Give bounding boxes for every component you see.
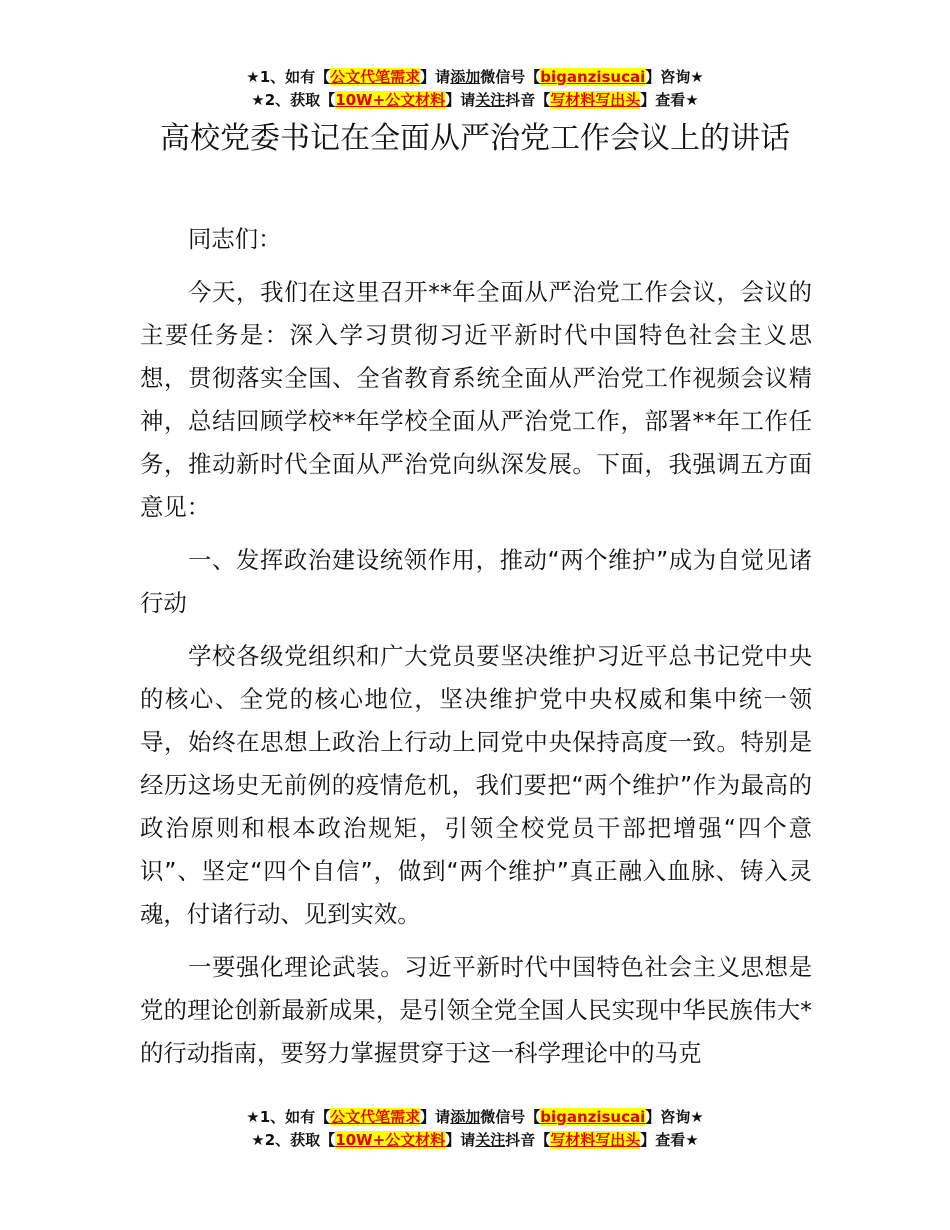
- highlight-douyin: 写材料写出头: [550, 91, 641, 109]
- paragraph-loyalty: 学校各级党组织和广大党员要坚决维护习近平总书记党中央的核心、全党的核心地位，坚决维护党中央权威和集中统一领导，始终在思想上政治上行动上同党中央保持高度一致。特别是经历这场史无前例的疫情危机，我们要把“两个维护”作为最高的政治原则和根本政治规矩，引领全校党员干部把增强“四个意识”、坚定“四个自信”，做到“两个维护”真正融入血脉、铸入灵魂，付诸行动、见到实效。: [140, 642, 812, 928]
- promo-line-2: ★2、获取【10W+公文材料】请关注抖音【写材料写出头】查看★: [251, 91, 699, 109]
- highlight-materials: 10W+公文材料: [335, 1131, 446, 1149]
- promo-banner-bottom: [0, 1106, 950, 1152]
- promo-line-1: ★1、如有【公文代笔需求】请添加微信号【biganzisucai】咨询★: [246, 68, 704, 86]
- highlight-douyin: 写材料写出头: [550, 1131, 641, 1149]
- document-body: [140, 218, 812, 1085]
- document-title: 高校党委书记在全面从严治党工作会议上的讲话: [160, 121, 790, 156]
- highlight-materials: 10W+公文材料: [335, 91, 446, 109]
- highlight-wechat-id: biganzisucai: [540, 1108, 646, 1126]
- paragraph-theory: 一要强化理论武装。习近平新时代中国特色社会主义思想是党的理论创新最新成果，是引领全党全国人民实现中华民族伟大*的行动指南，要努力掌握贯穿于这一科学理论中的马克: [140, 953, 812, 1067]
- salutation: 同志们：: [188, 225, 282, 253]
- highlight-ghostwriting: 公文代笔需求: [330, 68, 421, 86]
- paragraph-intro: 今天，我们在这里召开**年全面从严治党工作会议，会议的主要任务是：深入学习贯彻习近平新时代中国特色社会主义思想，贯彻落实全国、全省教育系统全面从严治党工作视频会议精神，总结回顾学校**年学校全面从严治党工作，部署**年工作任务，推动新时代全面从严治党向纵深发展。下面，我强调五方面意见：: [140, 278, 812, 521]
- highlight-ghostwriting: 公文代笔需求: [330, 1108, 421, 1126]
- promo-line-2: ★2、获取【10W+公文材料】请关注抖音【写材料写出头】查看★: [251, 1131, 699, 1149]
- highlight-wechat-id: biganzisucai: [540, 68, 646, 86]
- promo-line-1: ★1、如有【公文代笔需求】请添加微信号【biganzisucai】咨询★: [246, 1108, 704, 1126]
- section-heading-1: 一、发挥政治建设统领作用，推动“两个维护”成为自觉见诸行动: [140, 546, 812, 617]
- promo-banner-top: [0, 66, 950, 112]
